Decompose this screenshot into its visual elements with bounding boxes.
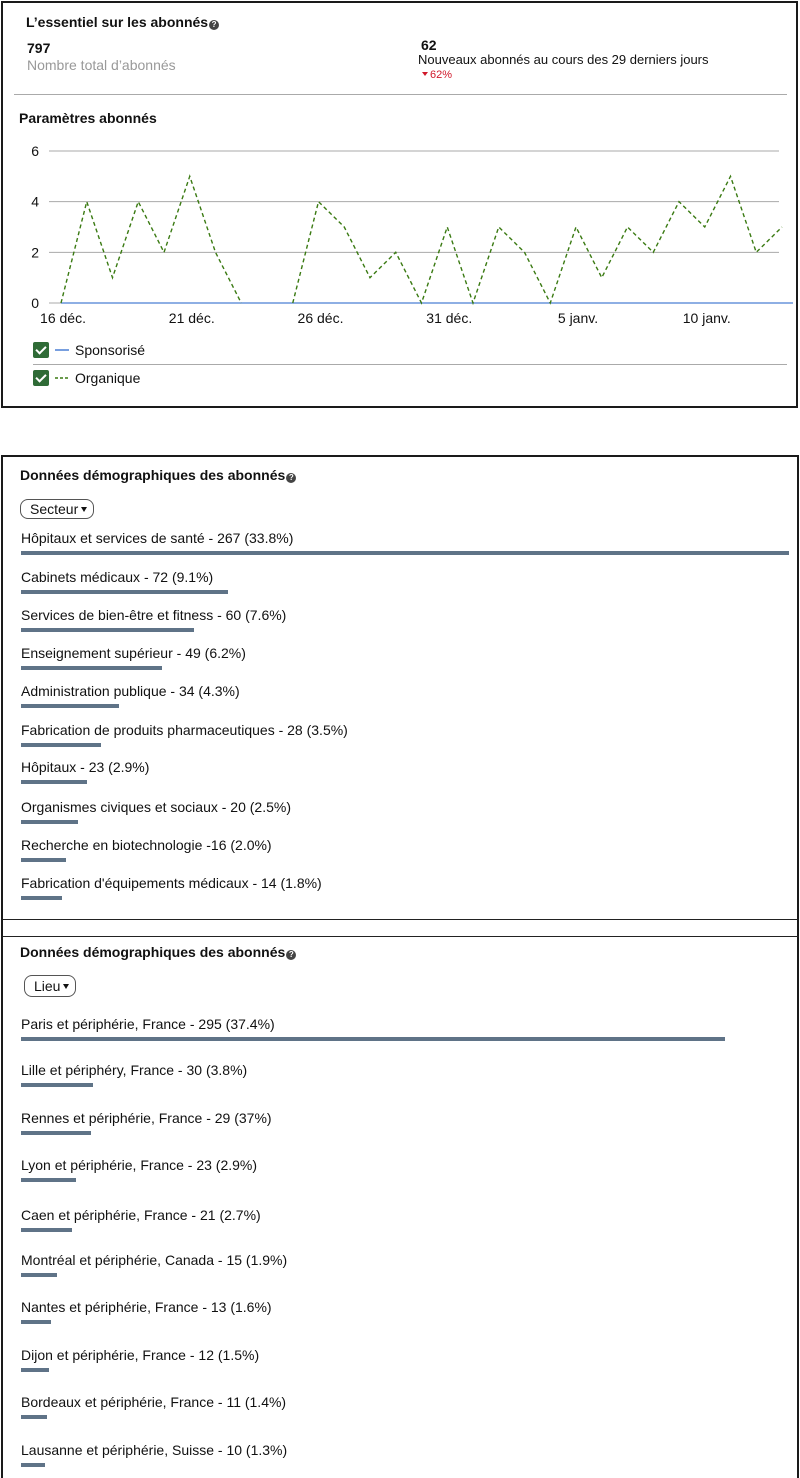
dashed-line-icon [55,376,69,380]
section-divider [3,919,799,920]
new-followers-delta [422,69,452,81]
list-item [21,1016,725,1041]
legend-item-organic[interactable] [33,369,140,387]
list-item-bar [21,1368,49,1372]
y-tick-label: 2 [31,244,39,261]
list-item [21,1157,257,1182]
list-item-bar [21,1228,72,1232]
caret-down-icon [81,507,87,512]
list-item [21,645,246,670]
new-followers-value: 62 [421,37,437,53]
list-item-bar [21,1083,93,1087]
total-followers-label: Nombre total d’abonnés [27,57,176,73]
legend-item-sponsored[interactable] [33,341,145,359]
location-dropdown[interactable] [24,975,76,997]
y-tick-label: 6 [31,143,39,159]
list-item-bar [21,780,87,784]
chart-title: Paramètres abonnés [19,110,157,126]
list-item-bar [21,628,194,632]
section-divider [3,936,799,937]
divider [14,94,787,95]
demo-sector-title-text: Données démographiques des abonnés [20,467,286,483]
list-item-bar [21,743,101,747]
list-item [21,722,348,747]
series-line-organic [293,176,782,303]
list-item-bar [21,896,62,900]
list-item-label: Lyon et périphérie, France - 23 (2.9%) [21,1157,258,1173]
list-item [21,1207,261,1232]
list-item-label: Services de bien-être et fitness - 60 (7.6%) [21,607,287,623]
list-item-label: Rennes et périphérie, France - 29 (37%) [21,1110,272,1126]
list-item [21,1062,247,1087]
list-item-bar [21,1463,45,1467]
list-item-bar [21,704,119,708]
demo-sector-title [20,467,296,483]
list-item-label: Caen et périphérie, France - 21 (2.7%) [21,1207,261,1223]
checkbox-checked-icon[interactable] [33,370,49,386]
list-item [21,683,240,708]
list-item [21,1252,287,1277]
list-item-bar [21,858,66,862]
highlights-title-text: L’essentiel sur les abonnés [26,14,209,30]
new-followers-delta-value: 62% [430,69,453,81]
list-item [21,875,322,900]
list-item-label: Bordeaux et périphérie, France - 11 (1.4%) [21,1394,287,1410]
list-item-label: Nantes et périphérie, France - 13 (1.6%) [21,1299,272,1315]
x-tick-label: 26 déc. [297,310,344,326]
legend-label-organic: Organique [75,370,141,386]
y-tick-label: 0 [31,295,39,311]
list-item-label: Organismes civiques et sociaux - 20 (2.5%) [21,799,291,815]
legend-label-sponsored: Sponsorisé [75,342,146,358]
list-item-bar [21,1037,725,1041]
list-item-label: Lausanne et périphérie, Suisse - 10 (1.3%) [21,1442,288,1458]
list-item [21,799,291,824]
list-item-label: Recherche en biotechnologie -16 (2.0%) [21,837,272,853]
y-tick-label: 4 [31,193,39,210]
new-followers-label: Nouveaux abonnés au cours des 29 derniers jours [418,52,709,67]
caret-down-icon [63,984,69,989]
location-dropdown-value: Lieu [34,978,61,994]
list-item-label: Paris et périphérie, France - 295 (37.4%) [21,1016,275,1032]
series-line-organic [61,176,241,303]
list-item [21,1110,272,1135]
highlights-title [26,14,219,30]
list-item [21,530,789,555]
x-tick-label: 16 déc. [40,310,86,326]
legend-divider [33,364,787,365]
list-item-label: Administration publique - 34 (4.3%) [21,683,240,699]
list-item-label: Hôpitaux et services de santé - 267 (33.8%) [21,530,294,546]
list-item-label: Lille et périphéry, France - 30 (3.8%) [21,1062,248,1078]
help-icon[interactable]: ? [209,20,219,30]
list-item [21,569,228,594]
list-item-label: Fabrication de produits pharmaceutiques - 28 (3.5%) [21,722,348,738]
help-icon[interactable]: ? [286,950,296,960]
followers-line-chart [3,138,793,333]
list-item-bar [21,1273,57,1277]
list-item-label: Montréal et périphérie, Canada - 15 (1.9%) [21,1252,288,1268]
list-item [21,759,149,784]
x-tick-label: 21 déc. [168,310,215,326]
x-tick-label: 31 déc. [426,310,473,326]
demo-location-title [20,944,296,960]
list-item [21,1347,259,1372]
list-item-label: Enseignement supérieur - 49 (6.2%) [21,645,246,661]
total-followers-value: 797 [27,40,51,56]
x-tick-label: 5 janv. [557,310,599,326]
list-item-bar [21,590,228,594]
followers-highlights-panel [1,1,798,408]
list-item-bar [21,551,789,555]
followers-demographics-panel [1,455,799,1478]
sector-dropdown-value: Secteur [30,501,79,517]
list-item-label: Dijon et périphérie, France - 12 (1.5%) [21,1347,260,1363]
checkbox-checked-icon[interactable] [33,342,49,358]
list-item-label: Hôpitaux - 23 (2.9%) [21,759,150,775]
list-item-label: Cabinets médicaux - 72 (9.1%) [21,569,214,585]
solid-line-icon [55,348,69,352]
list-item-label: Fabrication d'équipements médicaux - 14 (1.8%) [21,875,322,891]
list-item [21,1442,287,1467]
list-item-bar [21,820,78,824]
list-item-bar [21,666,162,670]
list-item-bar [21,1178,76,1182]
list-item-bar [21,1131,91,1135]
list-item-bar [21,1415,47,1419]
x-tick-label: 10 janv. [682,310,731,326]
list-item-bar [21,1320,51,1324]
list-item [21,837,272,862]
list-item [21,607,286,632]
arrow-down-icon [422,72,428,76]
help-icon[interactable]: ? [286,473,296,483]
demo-location-title-text: Données démographiques des abonnés [20,944,286,960]
list-item [21,1299,272,1324]
list-item [21,1394,286,1419]
sector-dropdown[interactable] [20,499,94,519]
